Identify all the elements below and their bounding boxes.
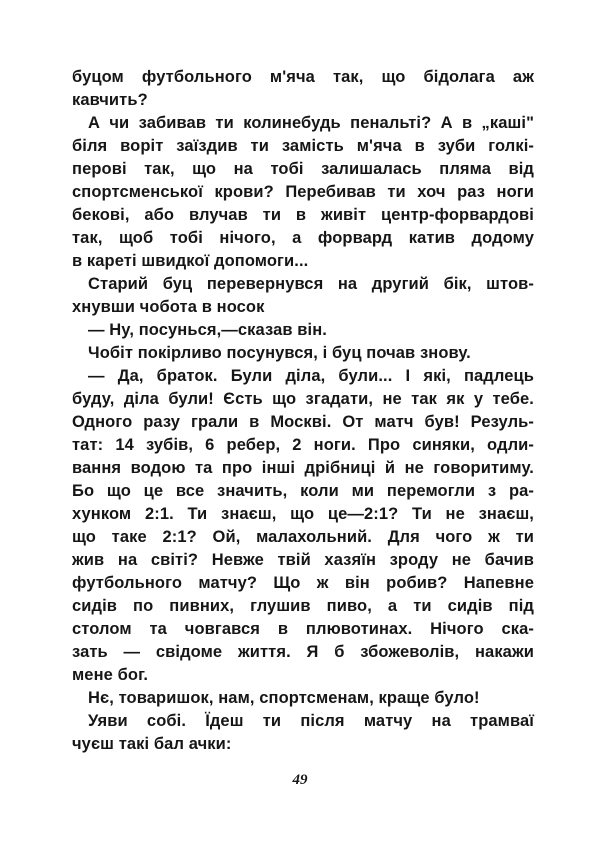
text-line: — Ну, посунься,—сказав він.: [88, 321, 327, 339]
text-line: зать — свідоме життя. Я б збожеволів, накажи: [72, 643, 534, 661]
text-line: хнувши чобота в носок: [72, 298, 265, 316]
text-line: бекові, або влучав ти в живіт центр-форвардові: [72, 206, 534, 224]
text-line: Старий буц перевернувся на другий бік, штов-: [88, 275, 534, 293]
text-line: Уяви собі. Їдеш ти після матчу на трамваї: [88, 712, 534, 730]
text-line: мене бог.: [72, 666, 149, 684]
text-line: що таке 2:1? Ой, малахольний. Для чого ж ти: [72, 528, 534, 546]
text-line: сидів по пивних, глушив пиво, а ти сидів під: [72, 597, 534, 615]
text-line: в кареті швидкої допомоги...: [72, 252, 309, 270]
paragraph: [72, 342, 534, 365]
text-line: футбольного матчу? Що ж він робив? Напевне: [72, 574, 534, 592]
text-line: вання водою та про інші дрібниці й не говоритиму.: [72, 459, 534, 477]
text-line: столом та човгався в плювотинах. Нічого ска-: [72, 620, 534, 638]
text-line: перові так, що на тобі залишалась пляма від: [72, 160, 534, 178]
paragraph: [72, 112, 534, 273]
paragraph: [72, 66, 534, 112]
text-line: тат: 14 зубів, 6 ребер, 2 ноги. Про синяки, одли-: [72, 436, 534, 454]
text-line: біля воріт заїздив ти замість м'яча в зуби голкі-: [72, 137, 534, 155]
text-line: хунком 2:1. Ти знаєш, що це—2:1? Ти не знаєш,: [72, 505, 534, 523]
paragraph: [72, 319, 534, 342]
paragraph: [72, 710, 534, 756]
paragraph: [72, 365, 534, 687]
text-line: спортсменської крови? Перебивав ти хоч раз ноги: [72, 183, 534, 201]
text-line: — Да, браток. Були діла, були... І які, падлець: [88, 367, 534, 385]
text-line: Бо що це все значить, коли ми перемогли з ра-: [72, 482, 534, 500]
text-line: А чи забивав ти колинебудь пенальті? А в „каші": [88, 114, 534, 132]
text-line: кавчить?: [72, 91, 148, 109]
text-line: Нє, товаришок, нам, спортсменам, краще було!: [88, 689, 480, 707]
paragraph: [72, 687, 534, 710]
page-body: [72, 66, 534, 756]
text-line: буцом футбольного м'яча так, що бідолага аж: [72, 68, 534, 86]
text-line: так, щоб тобі нічого, а форвард катив додому: [72, 229, 534, 247]
text-line: буду, діла були! Єсть що згадати, не так як у тебе.: [72, 390, 534, 408]
text-line: чуєш такі бал ачки:: [72, 735, 232, 753]
paragraph: [72, 273, 534, 319]
text-line: Чобіт покірливо посунувся, і буц почав знову.: [88, 344, 471, 362]
text-line: Одного разу грали в Москві. От матч був! Резуль-: [72, 413, 534, 431]
text-line: жив на світі? Невже твій хазяїн зроду не бачив: [72, 551, 534, 569]
page-number: 49: [292, 772, 308, 788]
